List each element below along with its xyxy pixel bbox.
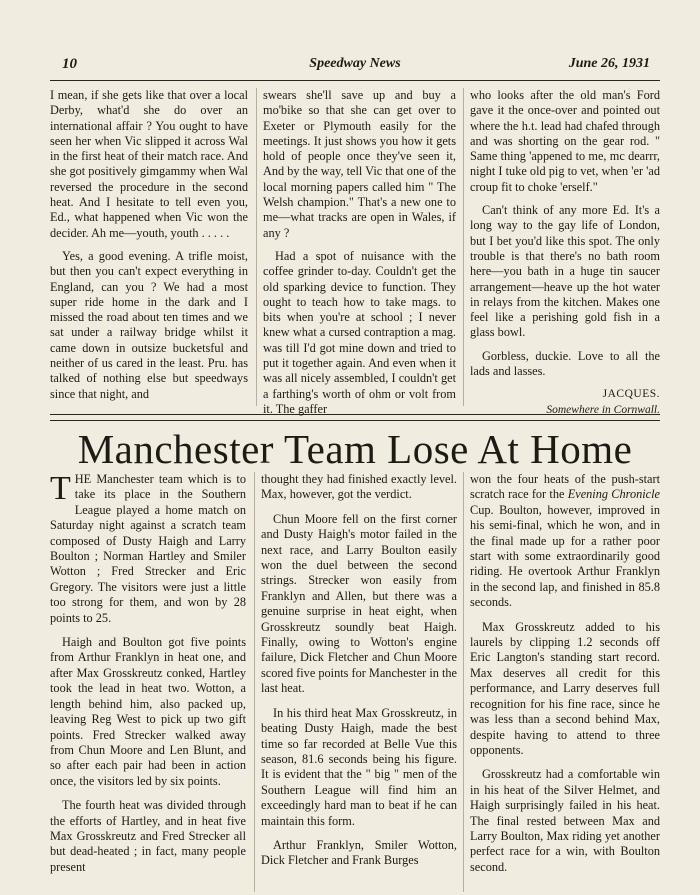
column-divider bbox=[463, 472, 464, 892]
letter-signature: JACQUES. bbox=[602, 388, 660, 401]
paragraph-text: won the four heats of the push-start scratch race for the bbox=[470, 472, 660, 502]
page-header bbox=[50, 50, 660, 81]
article-paragraph: Haigh and Boulton got five points from Arthur Franklyn in heat one, and after Max Grosskreutz conked, Hartley took the lead in heat two. Wotton, a length behind him, also packed up, leaving Reg West to pick up two gift points. Fred Strecker walked away from Chun Moore and Len Blunt, and so after each pair had been in action once, the visitors led by six points. bbox=[50, 635, 246, 788]
article-paragraph: thought they had finished exactly level. Max, however, got the verdict. bbox=[261, 472, 457, 502]
article-headline: Manchester Team Lose At Home bbox=[77, 426, 633, 472]
article-column-1 bbox=[50, 472, 246, 892]
column-divider bbox=[463, 88, 464, 406]
newspaper-name: Evening Chronicle bbox=[567, 487, 660, 502]
letter-columns bbox=[50, 88, 660, 416]
paragraph-text: Cup. Boulton, however, improved in his semi-final, which he won, and in the final made up for a rather poor start with some extraordinarily good riding. He overtook Arthur Franklyn in the second lap, and finished in 85.8 seconds. bbox=[470, 502, 660, 610]
letter-column-3 bbox=[470, 88, 660, 416]
letter-paragraph: Yes, a good evening. A trifle moist, but then you can't expect everything in England, can you ? We had a most super ride home in the dark and I missed the road about ten times and we sat under a railway bridge whilst it came down in outsize bucketsful and neither of us cared in the least. Pru. has talked of nothing else but speedways since that night, and bbox=[50, 248, 248, 401]
letter-location: Somewhere in Cornwall. bbox=[546, 403, 660, 416]
article-paragraph bbox=[470, 472, 660, 611]
article-paragraph: In his third heat Max Grosskreutz, in beating Dusty Haigh, made the best time so far recorded at Belle Vue this season, 81.6 seconds being his figure. It is evident that the " big " men of the Southern League will find him an exceedingly hard man to beat if he can maintain this form. bbox=[261, 705, 457, 828]
article-column-3 bbox=[470, 472, 660, 892]
letter-column-2 bbox=[263, 88, 456, 416]
letter-paragraph: swears she'll save up and buy a mo'bike so that she can get over to Exeter or Plymouth easily for the meetings. It just shows you how it gets hold of people once they've seen it, And by the way, tell Vic that one of the local morning papers called him " The Welsh champion." That's a new one to me—what tracks are open in Wales, if any ? bbox=[263, 88, 456, 240]
article-paragraph: The fourth heat was divided through the efforts of Hartley, and in heat five Max Grosskreutz and Fred Strecker all but dead-heated ; in fact, many people present bbox=[50, 798, 246, 874]
article-paragraph: Chun Moore fell on the first corner and Dusty Haigh's motor failed in the next race, and Larry Boulton easily won the duel between the second strings. Strecker won easily from Franklyn and Allen, but there was a genuine surprise in heat eight, when Grosskreutz soundly beat Haigh. Finally, owing to Wotton's engine failure, Dick Fletcher and Chun Moore scored five points for Manchester in the last heat. bbox=[261, 511, 458, 696]
column-divider bbox=[256, 88, 257, 406]
lead-text: Manchester team which is to take its place in the Southern League played a home match on Saturday night against a scratch team composed of Dusty Haigh and Larry Boulton ; Norman Hartley and Smiler Wotton ; Fred Strecker and Eric Gregory. The visitors were just a little too strong for them, and won by 28 points to 25. bbox=[50, 472, 246, 625]
letter-paragraph: who looks after the old man's Ford gave it the once-over and pointed out where the h.t. lead had chafed through and was shorting on the gear rod. " Same thing 'appened to me, mc dearrr, night I tuke old pig to vet, when 'er 'ad croup fit to choke 'erself." bbox=[470, 88, 660, 194]
letter-column-1 bbox=[50, 88, 248, 406]
article-paragraph bbox=[50, 472, 246, 626]
column-divider bbox=[254, 472, 255, 892]
article-paragraph: Arthur Franklyn, Smiler Wotton, Dick Fletcher and Frank Burges bbox=[261, 837, 457, 868]
issue-date: June 26, 1931 bbox=[568, 56, 650, 71]
letter-paragraph: Gorbless, duckie. Love to all the lads and lasses. bbox=[470, 348, 660, 379]
letter-paragraph: I mean, if she gets like that over a local Derby, what'd she do over an international affair ? You ought to have seen her when Vic slipped it across Wal in the first heat of their match race. And she got positively gimgammy when Wal reversed the procedure in the second heat. And I hesitate to tell even you, Ed., what happened when Vic won the decider. Ah me—youth, youth . . . . . bbox=[50, 88, 248, 240]
article-column-2 bbox=[261, 472, 457, 892]
letter-paragraph: Can't think of any more Ed. It's a long way to the gay life of London, but I bet you'd like this spot. The only trouble is that there's no bath room here—you bath in a huge tin saucer arrangement—heave up the hot water in relays from the kitchen. Makes one feel like a perishing gold fish in a glass bowl. bbox=[470, 203, 660, 340]
article-paragraph: Max Grosskreutz added to his laurels by clipping 1.2 seconds off Eric Langton's standing start record. Max deserves all credit for this performance, and Larry deserves full recognition for his fine race, since he was less than a second behind Max, despite having to attend to three opponents. bbox=[470, 619, 660, 757]
article-paragraph: Grosskreutz had a comfortable win in his heat of the Silver Helmet, and Haigh surprisingly failed in his heat. The final rested between Max and Larry Boulton, Max riding yet another perfect race for a win, with Boulton second. bbox=[470, 767, 660, 874]
page-number: 10 bbox=[62, 56, 77, 72]
drop-cap: T bbox=[50, 470, 71, 507]
lead-smallcaps: HE bbox=[74, 472, 92, 486]
section-divider bbox=[50, 414, 660, 421]
publication-title: Speedway News bbox=[309, 56, 401, 71]
article-columns bbox=[50, 472, 660, 892]
letter-paragraph: Had a spot of nuisance with the coffee grinder to-day. Couldn't get the old sparking device to function. They ought to teach how to take mags. to bits when you're at school ; I never knew what a cursed contraption a mag. was till I'd got mine down and tried to put it together again. And even when it was all nicely assembled, I couldn't get a farthing's worth of ohm or volt from it. The gaffer bbox=[263, 248, 456, 416]
